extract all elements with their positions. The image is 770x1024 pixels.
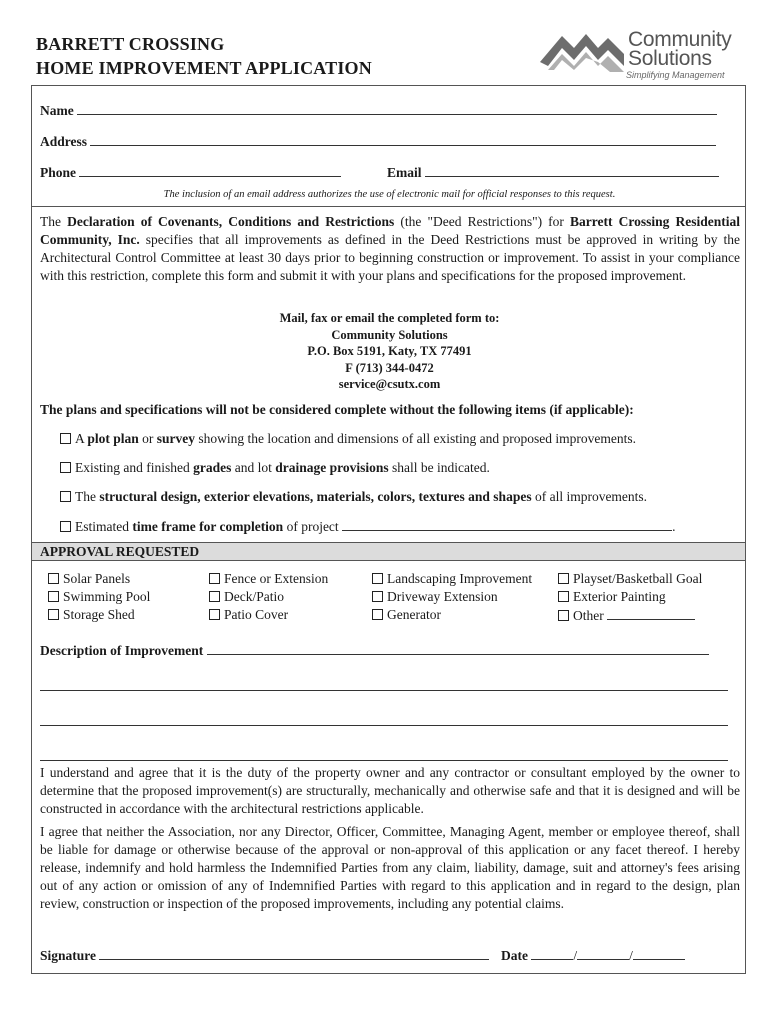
description-field[interactable] [207,641,709,655]
option-label: Swimming Pool [63,589,151,604]
intro-declaration: Declaration of Covenants, Conditions and Restrictions [67,214,395,229]
intro-text-1: The [40,214,61,229]
option-label: Solar Panels [63,571,131,586]
other-checkbox[interactable] [558,610,569,621]
fence-checkbox[interactable] [209,573,220,584]
date-separator: / [573,948,578,963]
mailing-line-1: Mail, fax or email the completed form to: [279,311,500,325]
date-row [501,946,685,965]
description-line-2[interactable] [40,690,728,691]
req2-text-b: grades [193,460,232,475]
phone-label: Phone [40,165,77,180]
form-frame [31,85,746,974]
option-fence[interactable] [209,570,328,588]
option-label: Exterior Painting [573,589,666,604]
grades-checkbox[interactable] [60,462,71,473]
option-driveway[interactable] [372,588,498,606]
option-solar-panels[interactable] [48,570,130,588]
agreement-paragraph-1: I understand and agree that it is the duty of the property owner and any contractor or consultant employed by the owner to determine that the proposed improvement(s) are structurally, mechanically and otherwise safe and that it is designed and will be constructed in accordance with the architectural restrictions applicable. [40,765,740,816]
signature-field[interactable] [99,946,489,960]
email-note: The inclusion of an email address authorizes the use of electronic mail for official responses to this request. [163,189,616,200]
intro-association: Barrett Crossing Residential Community, Inc. [40,214,741,247]
landscaping-checkbox[interactable] [372,573,383,584]
option-landscaping[interactable] [372,570,532,588]
option-label: Driveway Extension [387,589,498,604]
req2-text-a: Existing and finished [75,460,194,475]
option-label: Other [573,608,604,623]
phone-field[interactable] [79,163,341,177]
logo-name-line-2: Solutions [628,47,712,70]
intro-text-3: specifies that all improvements as defined in the Deed Restrictions must be approved in writing by the Architectural Control Committee at least 30 days prior to beginning construction or improvement. To assist in your compliance with this restriction, complete this form and submit it with your plans and specifications for the proposed improvement. [40,232,740,283]
option-label: Deck/Patio [224,589,284,604]
logo-mark-icon [540,24,630,74]
req4-text-a: Estimated [75,519,133,534]
mailing-address [32,310,747,393]
driveway-checkbox[interactable] [372,591,383,602]
option-swimming-pool[interactable] [48,588,150,606]
req3-text-b: structural design, exterior elevations, materials, colors, textures and shapes [99,489,532,504]
name-row [40,101,717,120]
intro-paragraph [40,213,740,285]
req1-text-e: showing the location and dimensions of all existing and proposed improvements. [195,431,636,446]
title-line-2: HOME IMPROVEMENT APPLICATION [36,58,372,78]
email-row [387,163,719,182]
req1-text-a: A [75,431,88,446]
email-label: Email [387,165,422,180]
date-label: Date [501,948,528,963]
req2-text-c: and lot [231,460,276,475]
mailing-line-4: F (713) 344-0472 [345,360,434,375]
address-field[interactable] [90,132,716,146]
signature-label: Signature [40,948,97,963]
intro-text-2: (the "Deed Restrictions") for [394,214,571,229]
email-field[interactable] [425,163,719,177]
approval-requested-band [32,542,745,561]
option-label: Playset/Basketball Goal [573,571,703,586]
option-storage-shed[interactable] [48,606,135,624]
requirement-item-structural [60,488,647,506]
description-label: Description of Improvement [40,643,204,658]
req3-text-a: The [75,489,100,504]
option-label: Generator [387,607,441,622]
option-patio-cover[interactable] [209,606,288,624]
requirement-item-plot-plan [60,430,636,448]
playset-checkbox[interactable] [558,573,569,584]
description-line-3[interactable] [40,725,728,726]
divider [32,206,745,207]
option-label: Fence or Extension [224,571,329,586]
req1-text-b: plot plan [87,431,139,446]
name-label: Name [40,103,74,118]
req1-text-d: survey [156,431,196,446]
option-exterior-painting[interactable] [558,588,666,606]
phone-row [40,163,341,182]
req4-text-b: time frame for completion [132,519,284,534]
storage-shed-checkbox[interactable] [48,609,59,620]
requirement-item-timeframe: Estimated time frame for completion of project . [60,517,675,536]
date-month-field[interactable] [531,946,573,960]
swimming-pool-checkbox[interactable] [48,591,59,602]
logo-name-line-1: Community [628,28,732,51]
community-solutions-logo [540,24,750,84]
structural-checkbox[interactable] [60,491,71,502]
req2-text-d: drainage provisions [275,460,389,475]
req2-text-e: shall be indicated. [388,460,490,475]
date-year-field[interactable] [633,946,685,960]
date-day-field[interactable] [577,946,629,960]
option-playset[interactable] [558,570,702,588]
description-line-4[interactable] [40,760,728,761]
mailing-line-5: service@csutx.com [338,377,441,391]
req1-text-c: or [138,431,157,446]
date-separator: / [629,948,633,963]
form-title [36,32,372,80]
option-label: Landscaping Improvement [387,571,533,586]
address-row [40,132,716,151]
requirement-item-grades [60,459,490,477]
timeframe-field[interactable] [342,517,672,531]
generator-checkbox[interactable] [372,609,383,620]
option-other[interactable] [558,606,695,625]
mailing-line-2: Community Solutions [331,327,448,342]
patio-cover-checkbox[interactable] [209,609,220,620]
option-generator[interactable] [372,606,441,624]
logo-tagline: Simplifying Management [626,70,725,80]
mailing-line-3: P.O. Box 5191, Katy, TX 77491 [307,344,472,358]
other-field[interactable] [607,606,695,620]
title-line-1: BARRETT CROSSING [36,34,225,54]
option-deck-patio[interactable] [209,588,284,606]
req4-text-c: of project [283,519,339,534]
signature-row [40,946,489,965]
address-label: Address [40,134,88,149]
timeframe-checkbox[interactable] [60,521,71,532]
description-row [40,641,709,660]
option-label: Storage Shed [63,607,135,622]
option-label: Patio Cover [224,607,289,622]
name-field[interactable] [77,101,717,115]
exterior-painting-checkbox[interactable] [558,591,569,602]
deck-patio-checkbox[interactable] [209,591,220,602]
approval-heading: APPROVAL REQUESTED [40,544,200,559]
plot-plan-checkbox[interactable] [60,433,71,444]
req3-text-c: of all improvements. [531,489,648,504]
solar-panels-checkbox[interactable] [48,573,59,584]
requirements-heading: The plans and specifications will not be considered complete without the following items (if applicable): [40,402,634,417]
agreement-paragraph-2: I agree that neither the Association, nor any Director, Officer, Committee, Managing Agent, member or employee thereof, shall be liable for damage or otherwise because of the approval or non-approval of this application or any facet thereof. I hereby release, indemnify and hold harmless the Indemnified Parties from any claim, liability, damage, suit and attorney's fees arising out of any action or omission of any of Indemnified Parties with regard to this application and in regard to the design, plan review, construction or inspection of the proposed improvements, including any potential claims. [40,824,740,911]
